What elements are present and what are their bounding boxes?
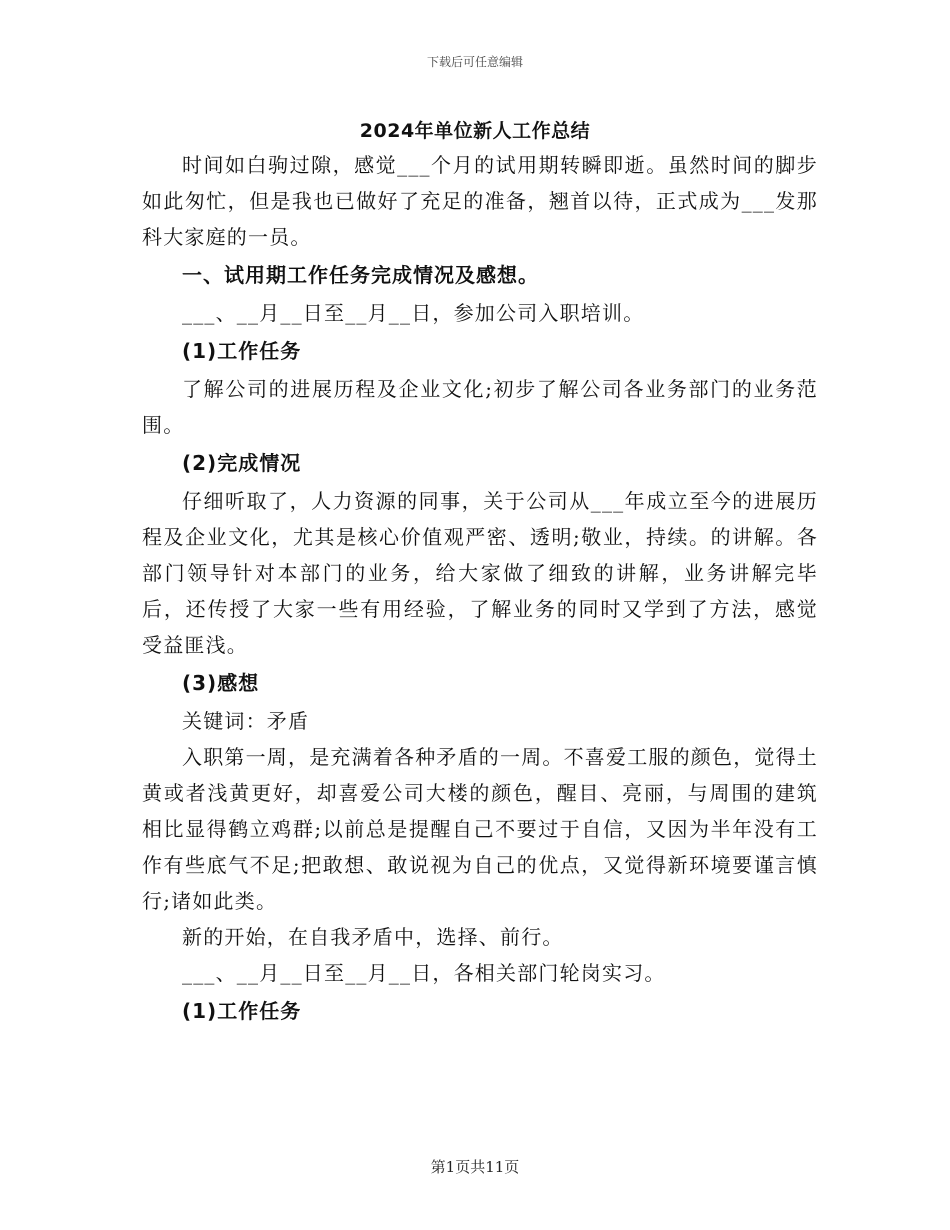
subheading-work-task: (1)工作任务	[182, 339, 302, 363]
header-note: 下载后可任意编辑	[426, 55, 523, 69]
document-title: 2024年单位新人工作总结	[359, 120, 591, 142]
section-heading-1: 一、试用期工作任务完成情况及感想。	[182, 263, 539, 287]
paragraph-new-start: 新的开始，在自我矛盾中，选择、前行。	[182, 925, 564, 949]
paragraph-rotation-dates: ___、__月__日至__月__日，各相关部门轮岗实习。	[182, 961, 666, 985]
document-body	[142, 147, 818, 1031]
page-number: 第1页共11页	[430, 1158, 520, 1176]
paragraph-reflection: 入职第一周，是充满着各种矛盾的一周。不喜爱工服的颜色，觉得土黄或者浅黄更好，却喜爱公司大楼的颜色，醒目、亮丽，与周围的建筑相比显得鹤立鸡群;以前总是提醒自己不要过于自信，又因为半年没有工作有些底气不足;把敢想、敢说视为自己的优点，又觉得新环境要谨言慎行;诸如此类。	[142, 745, 818, 913]
paragraph-work-task: 了解公司的进展历程及企业文化;初步了解公司各业务部门的业务范围。	[142, 377, 818, 437]
subheading-work-task-2: (1)工作任务	[182, 999, 302, 1023]
paragraph-keyword: 关键词：矛盾	[182, 709, 310, 733]
paragraph-intro: 时间如白驹过隙，感觉___个月的试用期转瞬即逝。虽然时间的脚步如此匆忙，但是我也已做好了充足的准备，翘首以待，正式成为___发那科大家庭的一员。	[142, 153, 818, 249]
paragraph-completion: 仔细听取了，人力资源的同事，关于公司从___年成立至今的进展历程及企业文化，尤其是核心价值观严密、透明;敬业，持续。的讲解。各部门领导针对本部门的业务，给大家做了细致的讲解，业务讲解完毕后，还传授了大家一些有用经验，了解业务的同时又学到了方法，感觉受益匪浅。	[142, 489, 818, 657]
paragraph-training-dates: ___、__月__日至__月__日，参加公司入职培训。	[182, 301, 645, 325]
subheading-reflection: (3)感想	[182, 671, 260, 695]
subheading-completion: (2)完成情况	[182, 451, 302, 475]
